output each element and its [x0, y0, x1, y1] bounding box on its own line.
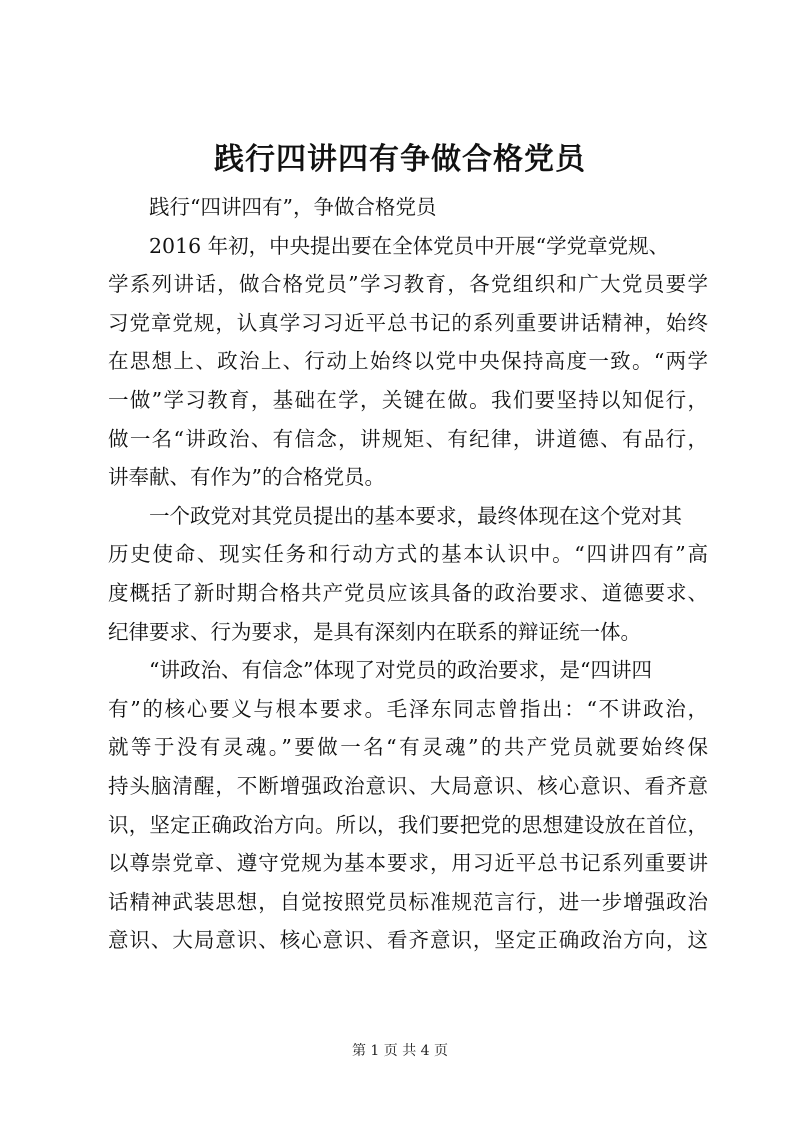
document-body	[108, 188, 708, 960]
document-title: 践行四讲四有争做合格党员	[214, 142, 586, 177]
paragraph-line: “讲政治、有信念”体现了对党员的政治要求，是“四讲四	[149, 658, 652, 683]
paragraph-line: 意识、大局意识、核心意识、看齐意识，坚定正确政治方向，这	[108, 928, 708, 953]
paragraph-line: 讲奉献、有作为”的合格党员。	[108, 465, 385, 490]
paragraph-line: 就等于没有灵魂。”要做一名“有灵魂”的共产党员就要始终保	[108, 735, 708, 760]
paragraph-line: 纪律要求、行为要求，是具有深刻内在联系的辩证统一体。	[108, 619, 641, 644]
paragraph-line: 历史使命、现实任务和行动方式的基本认识中。“四讲四有”高	[108, 542, 708, 567]
paragraph-line: 识，坚定正确政治方向。所以，我们要把党的思想建设放在首位，	[108, 812, 708, 837]
paragraph-line: 学系列讲话，做合格党员”学习教育，各党组织和广大党员要学	[108, 272, 708, 297]
paragraph-line: 做一名“讲政治、有信念，讲规矩、有纪律，讲道德、有品行，	[108, 426, 708, 451]
paragraph-line: 话精神武装思想，自觉按照党员标准规范言行，进一步增强政治	[108, 889, 708, 914]
page-number: 第 1 页 共 4 页	[351, 1043, 449, 1059]
paragraph-line: 在思想上、政治上、行动上始终以党中央保持高度一致。“两学	[108, 349, 708, 374]
paragraph-line: 度概括了新时期合格共产党员应该具备的政治要求、道德要求、	[108, 580, 708, 605]
paragraph-line: 持头脑清醒，不断增强政治意识、大局意识、核心意识、看齐意	[108, 773, 708, 798]
paragraph-line: 习党章党规，认真学习习近平总书记的系列重要讲话精神，始终	[108, 310, 708, 335]
subtitle-line: 践行“四讲四有”，争做合格党员	[149, 195, 437, 219]
paragraph-line: 一个政党对其党员提出的基本要求，最终体现在这个党对其	[149, 503, 682, 528]
paragraph-line: 以尊崇党章、遵守党规为基本要求，用习近平总书记系列重要讲	[108, 851, 708, 876]
paragraph-line: 2016 年初，中央提出要在全体党员中开展“学党章党规、	[149, 233, 670, 258]
paragraph-line: 有”的核心要义与根本要求。毛泽东同志曾指出：“不讲政治，	[108, 696, 708, 721]
paragraph-line: 一做”学习教育，基础在学，关键在做。我们要坚持以知促行，	[108, 387, 708, 412]
